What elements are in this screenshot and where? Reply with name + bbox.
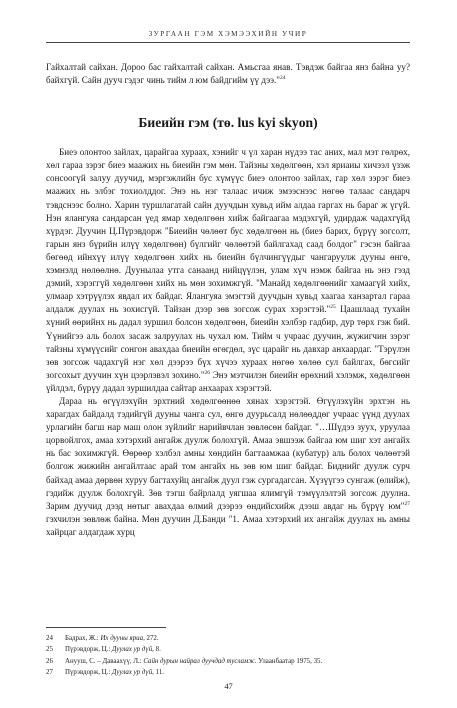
footnote-author: Пүрэвдорж, Ц.: [65,646,113,654]
footnote-number: 25 [46,646,53,654]
footnote-text [65,667,164,678]
footnote-text [65,633,159,644]
footnotes [46,633,410,679]
footnote-ref[interactable]: 24 [280,75,286,82]
paragraph-text: Дараа нь өгүүлэхүйн эрхтний хөдөлгөөнөө хянах хэрэгтэй. Өгүүлэхүйн эрхтэн нь харагдах байдалд тэдийгүй дууны чанга сул, өнгө дуурьсалд нөлөөддөг учраас үүнд дуулах урлагийн багш нар маш олон зүйлийг нарийвчлан зөвлөсөн байдаг. "…Шүдээ зуух, уруулаа цорвойлгох, амаа хэтэрхий ангайж дуулж болохгүй. Амаа эвшээж байгаа юм шиг хэт ангайх нь бас зохимжгүй. Өөрөөр хэлбэл амны хөндийн багтаамжаа (кубатур) аль болох чөлөөтэй болгож жижийн ангайлтаас арай том ангайх нь зөв юм шиг байдаг. Биднийг дуулж сурч байхад амаа дөрвөн хуруу багтахуйц ангайж дуул гэж сургадагсан. Хүзүүгээ сунгаж (өлийж), гэдийж дуулж болохгүй. Зөв тэгш байрлалд уягшаа ялимгүй тэмүүлэлтэй зогсож дуулна. Зарим дуучид дээд нөтыг авахдаа өлмий дээрээ өндийсхийж дээш авдаг нь бүрүү юм" [46,395,410,511]
footnote-title: Их дууны яриа, [100,635,145,642]
page-number: 47 [224,682,233,691]
footnote-page: 8. [153,646,161,654]
footnote-page: 272. [144,635,159,642]
footnote-item [46,656,410,667]
header-rule [46,42,410,43]
footnote-number: 24 [46,635,53,642]
footnote-title: Дуулах ур дүй, [112,646,154,654]
footnote-title: Сайн дурын найрал дуучдад тусламж. [143,657,257,665]
footnote-ref[interactable]: 26 [204,369,211,376]
footnote-author: Бадрах, Ж.: [65,635,101,642]
footnote-text [65,644,161,655]
footnote-title: Дуулах ур дүй, [112,669,154,677]
paragraph-text: гэхчилэн зөвлөж байна. Мөн дуучин Д.Банди "1. Амаа хэтэрхий их ангайж дуулах нь амны хайрцаг алдагдаж хурц [46,513,410,537]
intro-paragraph [46,61,410,87]
footnote-number: 27 [46,669,53,677]
footnote-rule [46,627,166,628]
section-heading: Биеийн гэм (тө. lus kyi skyon) [138,115,318,131]
footnote-text [65,656,322,667]
footnote-item [46,644,410,655]
running-header: ЗУРГААН ГЭМ ХЭМЭЭХИЙН УЧИР [148,30,308,38]
footnote-page: 11. [153,669,164,677]
footnote-item [46,667,410,678]
footnote-page: Улаанбаатар 1975, 35. [256,657,323,665]
page-body [46,61,410,539]
paragraph-text: Энэ мэтчилэн биеийн өрөхний хэлэмж, хөдөлгөөн үйлдэл, бүрүу дадал зуршилдаа сайтар анхаарах хэрэгтэй. [46,369,411,393]
body-paragraph [46,395,410,539]
footnote-author: Пүрэвдорж, Ц.: [65,669,113,677]
paragraph-text: Цаашлаад тухайн хүний өөрийнх нь дадал зуршил болсон хөдөлгөөн, биеийн хэлбэр гадбир, дур төрх гэж бий. Үүнийгээ аль болох засаж залруулах нь чухал юм. Тийм ч учраас дуучин, жүжигчин зэрэг тайзны хүмүүсийг сонгон авахдаа биеийн өгөгдөл, зүс царайг нь давхар анхаардаг. "Тэрүлэн зөв зогсож чадахгүй нэг хөл дээрээ бүх хүчээ хураах нөгөө хөлөө сул байлгах, бөгсийг зогсохыт дуучин хүн цээрлэвэл зохино." [46,304,410,380]
footnote-ref[interactable]: 27 [404,500,410,507]
intro-text: Гайхалтай сайхан. Дороо бас гайхалтай сайхан. Амьсгаа янав. Тэвдэж байгаа янз байна уу? байхгүй. Сайн дууч гэдэг чинь тийм л юм байдгийм үү дээ." [46,62,410,86]
footnote-item [46,633,410,644]
footnote-author: Анууш, С. – Даваахүү, Л.: [65,657,144,665]
body-paragraph [46,146,410,395]
footnote-number: 26 [46,657,53,665]
paragraph-text: Биеэ олонтоо зайлах, царайгаа хураах, хэнийг ч үл харан нүдээ тас аних, мал мэт гөлрөх, хөл гараа зэрэг биеэ маажих нь биеийн гэм мөн. Тайзны хөдөлгөөн, хэл яриаиы хичээл үзэж сонсоогүй залуу дуучид, мэргэжлийн бус хүмүүс биеэ олонтоо зайлах, гар хөл зэрэг биеэ маажих нь элбэг тохиолддог. Энэ нь нэг талаас ичиж эмээснээс нөгөө талаас сандарч тэвдснээс болно. Харин туршлагатай сайн дуучдын хувьд ийм алдаа гаргах нь бараг ж үгүй. Нэн ялангуяа сандарсан үед ямар хөдөлгөөн хийж байгаагаа мэдэхгүй, удирдаж чадахгүйд хүрдэг. Дуучин Ц.Пүрэвдорж "Биеийн чөлөөт бус хөдөлгөөн нь (биеэ барих, бүрүү зогсолт, гарын янз бүрийн илүү хөдөлгөөн) бүлгийг чөлөөтэй байлгахад саад болдог" гэсэн байгаа бөгөөд ийнхүү илүү хөдөлгөөн хийх нь биеийн бүлчингүүдыг чангаруулж дууны өнгө, хэмнэлд нөлөөлнө. Дуунылаа утга санаанд нийцүүлэн, улам хүч нэмж байгаа нь энэ гэзд дэмий, хэрэггүй хөдөлгөөн хийх нь мөн зохимжгүй. "Манайд хөдөлгөөнийг хамаагүй хийх, улмаар хэтрүүлэх явдал их байдаг. Ялангуяа эмэгтэй дуучдын хувьд хаагаа ханзартал гараа алдалж дуулах нь зохисгүй. Тайзан дээр зөв зогсож сурах хэрэгтэй." [46,147,410,315]
footnote-ref[interactable]: 25 [330,304,336,311]
